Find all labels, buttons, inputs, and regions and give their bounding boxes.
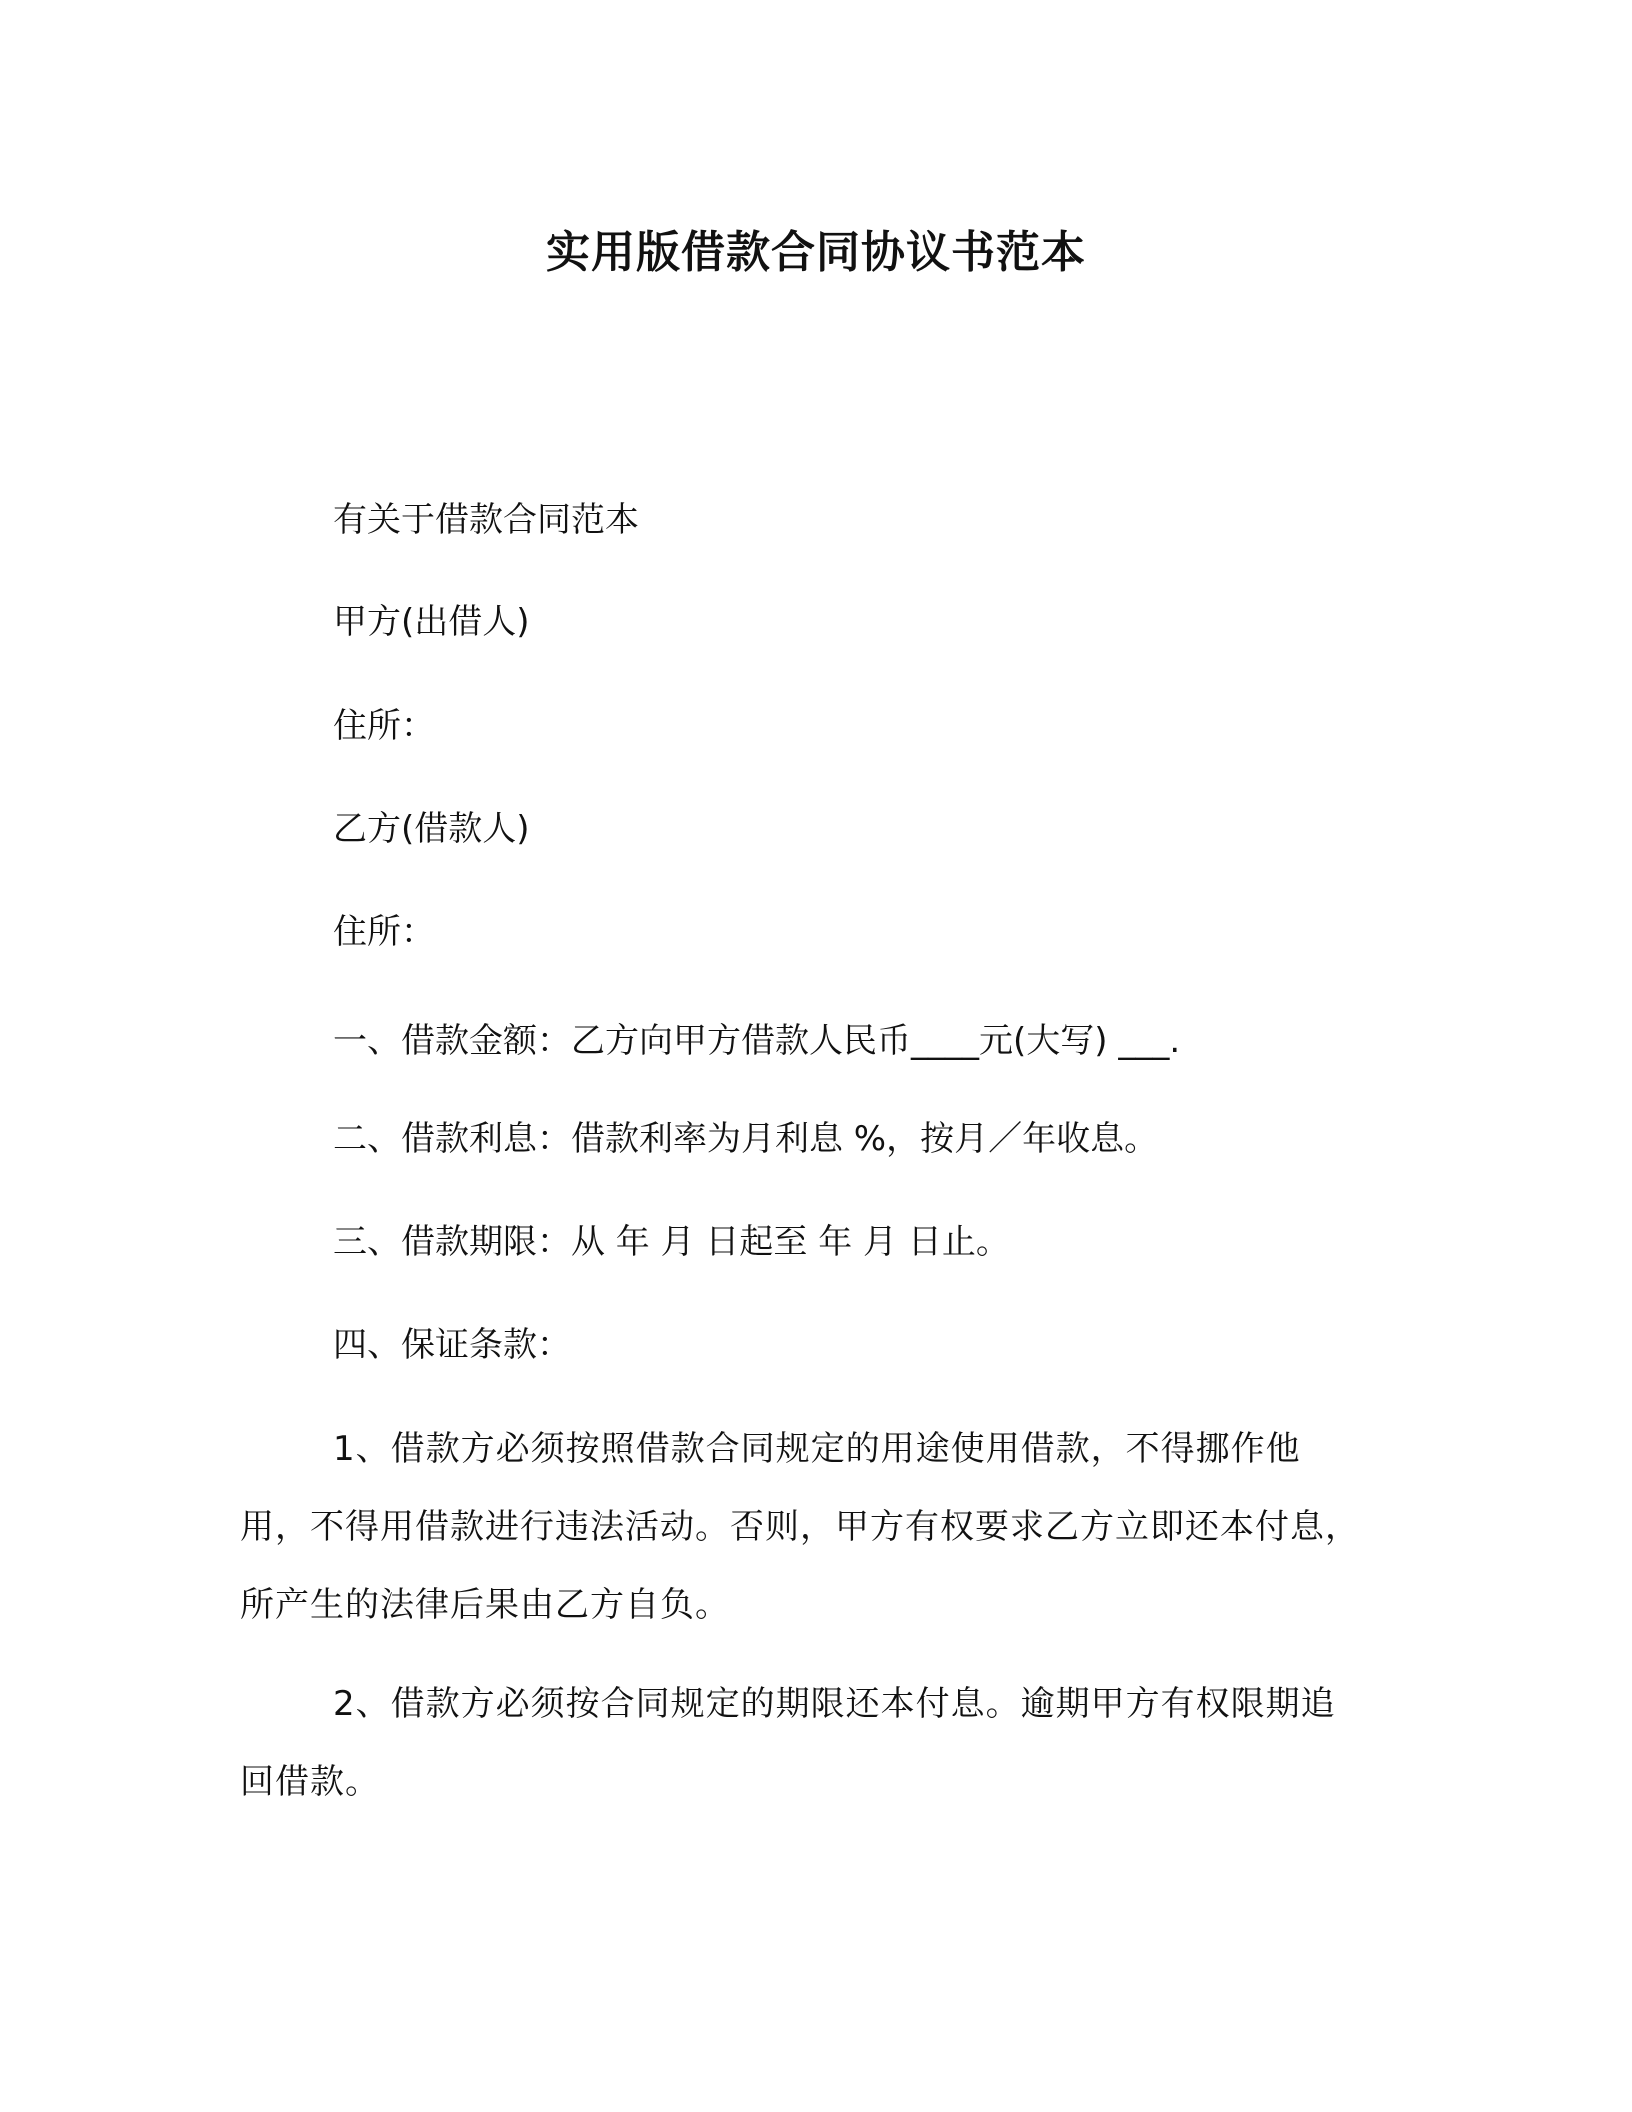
party-a-address-line: 住所： [333,706,435,746]
document-title: 实用版借款合同协议书范本 [546,227,1086,278]
clause-loan-interest: 二、借款利息：借款利率为月利息 %，按月／年收息。 [333,1119,1159,1159]
clause-guarantee-heading: 四、保证条款： [333,1325,571,1365]
party-b-address-line: 住所： [333,912,435,952]
party-a-line: 甲方(出借人) [333,602,530,642]
clause-loan-amount: 一、借款金额：乙方向甲方借款人民币____元(大写) ___. [333,1021,1181,1061]
guarantee-paragraph-2: 2、借款方必须按合同规定的期限还本付息。逾期甲方有权限期追回借款。 [240,1684,1336,1802]
party-b-line: 乙方(借款人) [333,809,530,849]
subtitle-line: 有关于借款合同范本 [333,500,639,540]
guarantee-paragraph-1: 1、借款方必须按照借款合同规定的用途使用借款，不得挪作他用，不得用借款进行违法活动。否则，甲方有权要求乙方立即还本付息，所产生的法律后果由乙方自负。 [240,1429,1360,1625]
clause-loan-term: 三、借款期限：从 年 月 日起至 年 月 日止。 [333,1222,1010,1262]
